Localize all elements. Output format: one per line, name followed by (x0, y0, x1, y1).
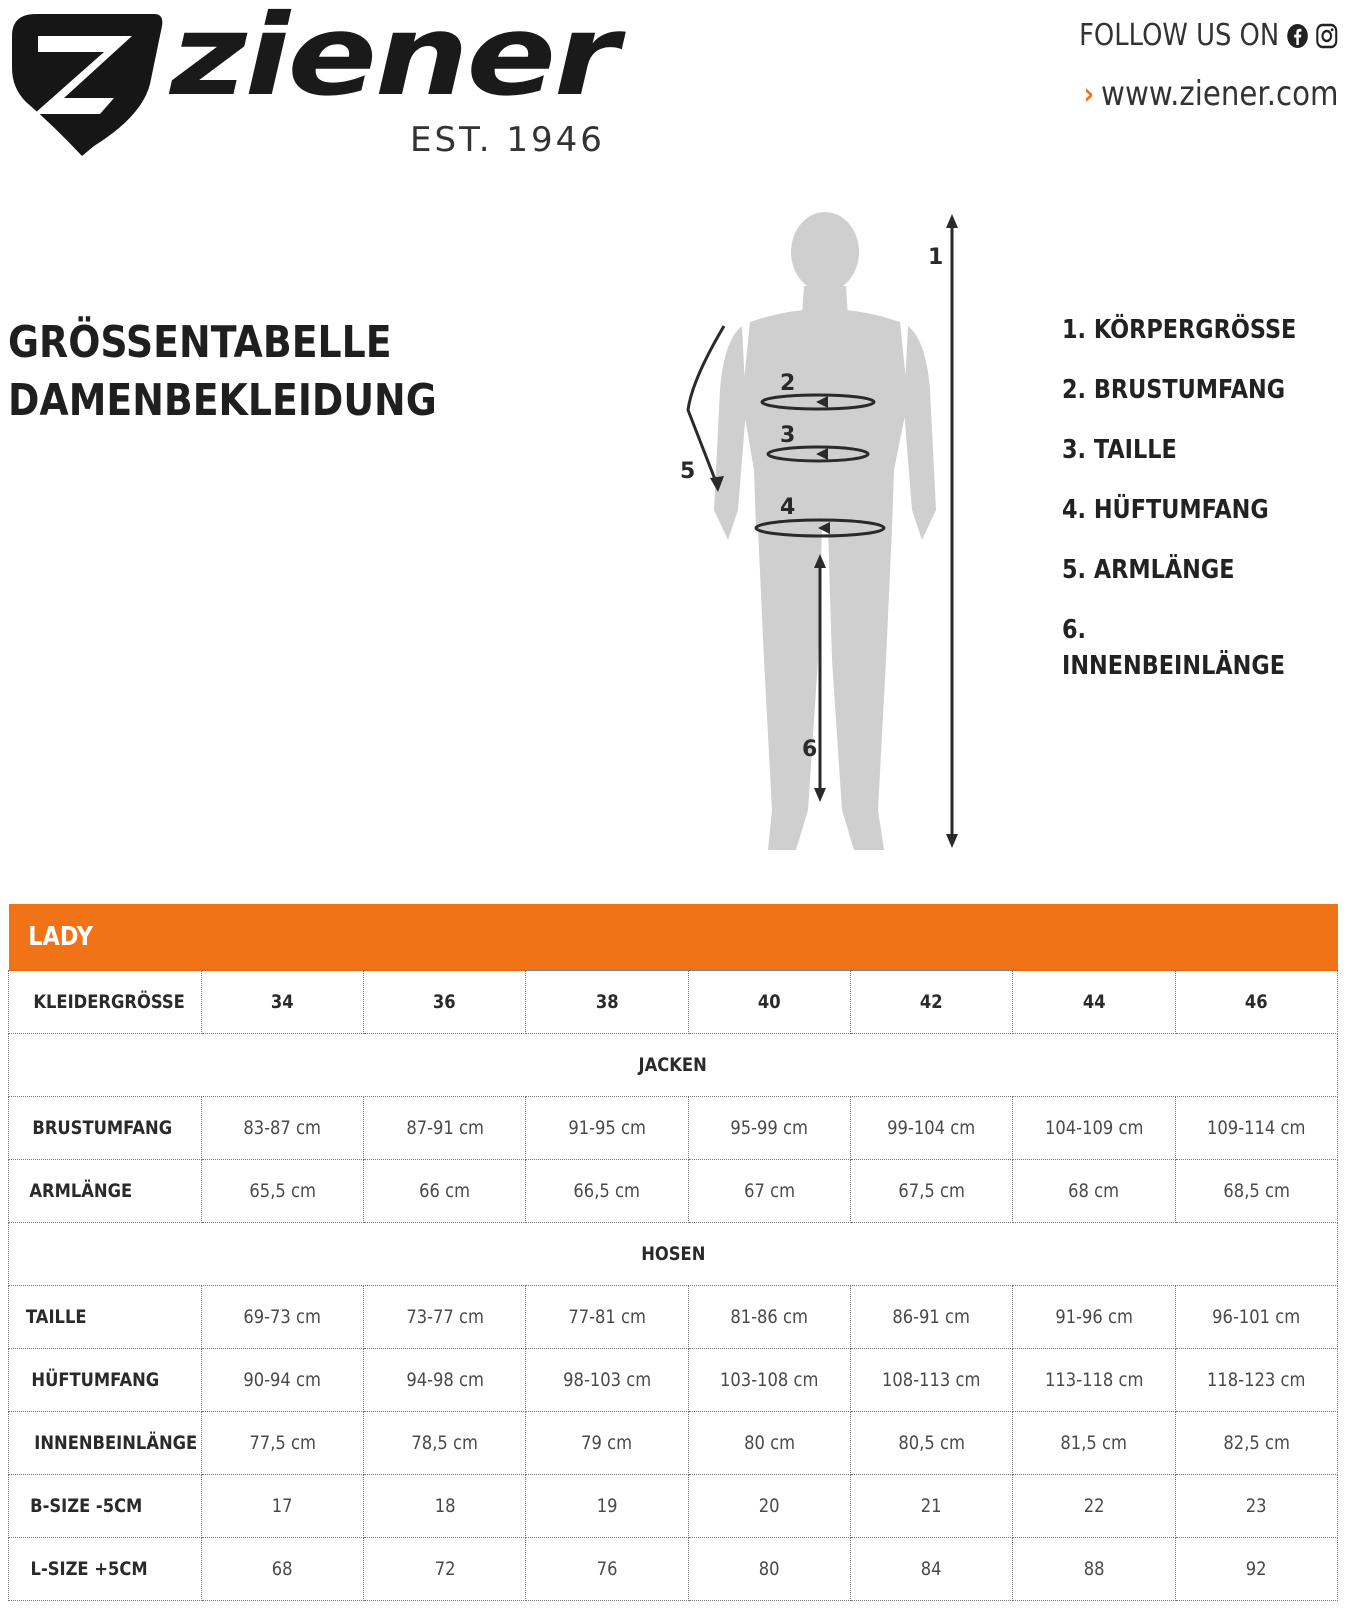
size-cell: 38 (526, 971, 688, 1034)
table-cell: 76 (526, 1538, 688, 1601)
table-cell: 109-114 cm (1175, 1097, 1337, 1160)
row-label: ARMLÄNGE (9, 1160, 202, 1223)
legend-item: 5. ARMLÄNGE (1062, 555, 1235, 585)
page-title (8, 314, 437, 430)
table-cell: 86-91 cm (850, 1286, 1012, 1349)
table-cell: 87-91 cm (364, 1097, 526, 1160)
row-label: L-SIZE +5CM (9, 1538, 202, 1601)
row-label: TAILLE (9, 1286, 202, 1349)
marker-6: 6 (802, 737, 818, 762)
table-cell: 84 (850, 1538, 1012, 1601)
body-measurement-figure (680, 210, 1000, 880)
size-cell: 46 (1175, 971, 1337, 1034)
table-cell: 72 (364, 1538, 526, 1601)
website-url: www.ziener.com (1100, 74, 1338, 114)
row-label: HÜFTUMFANG (9, 1349, 202, 1412)
table-cell: 68,5 cm (1175, 1160, 1337, 1223)
table-cell: 98-103 cm (526, 1349, 688, 1412)
marker-5: 5 (680, 459, 696, 484)
section-row (9, 1223, 1338, 1286)
table-cell: 103-108 cm (688, 1349, 850, 1412)
marker-3: 3 (780, 423, 796, 448)
facebook-icon[interactable] (1286, 23, 1308, 49)
legend-item: 1. KÖRPERGRÖSSE (1062, 315, 1297, 345)
marker-4: 4 (780, 495, 796, 520)
legend-item: 4. HÜFTUMFANG (1062, 495, 1269, 525)
size-cell: 44 (1013, 971, 1175, 1034)
table-cell: 77-81 cm (526, 1286, 688, 1349)
table-cell: 69-73 cm (201, 1286, 363, 1349)
table-cell: 68 cm (1013, 1160, 1175, 1223)
ziener-wordmark: ziener (170, 0, 617, 121)
legend-item: 2. BRUSTUMFANG (1062, 375, 1286, 405)
website-link[interactable] (1083, 74, 1338, 114)
table-cell: 91-95 cm (526, 1097, 688, 1160)
section-title: JACKEN (9, 1034, 1338, 1097)
legend-item: 3. TAILLE (1062, 435, 1177, 465)
table-cell: 78,5 cm (364, 1412, 526, 1475)
table-cell: 80 cm (688, 1412, 850, 1475)
table-cell: 91-96 cm (1013, 1286, 1175, 1349)
follow-us (1079, 18, 1338, 53)
table-cell: 66 cm (364, 1160, 526, 1223)
table-cell: 108-113 cm (850, 1349, 1012, 1412)
marker-1: 1 (928, 245, 944, 270)
table-cell: 88 (1013, 1538, 1175, 1601)
instagram-icon[interactable] (1316, 23, 1338, 49)
table-cell: 80 (688, 1538, 850, 1601)
table-cell: 82,5 cm (1175, 1412, 1337, 1475)
measurement-legend (1062, 312, 1306, 681)
title-line-2: DAMENBEKLEIDUNG (8, 375, 437, 426)
row-label: KLEIDERGRÖSSE (9, 971, 202, 1034)
table-cell: 94-98 cm (364, 1349, 526, 1412)
row-label: BRUSTUMFANG (9, 1097, 202, 1160)
table-cell: 22 (1013, 1475, 1175, 1538)
table-cell: 23 (1175, 1475, 1337, 1538)
table-cell: 67,5 cm (850, 1160, 1012, 1223)
legend-item: 6. INNENBEINLÄNGE (1062, 615, 1285, 681)
row-label: B-SIZE -5CM (9, 1475, 202, 1538)
table-cell: 66,5 cm (526, 1160, 688, 1223)
table-row (9, 1160, 1338, 1223)
table-cell: 83-87 cm (201, 1097, 363, 1160)
chevron-right-icon: › (1083, 76, 1094, 112)
section-row (9, 1034, 1338, 1097)
marker-2: 2 (780, 371, 796, 396)
table-cell: 113-118 cm (1013, 1349, 1175, 1412)
table-cell: 118-123 cm (1175, 1349, 1337, 1412)
table-cell: 18 (364, 1475, 526, 1538)
table-header: LADY (9, 904, 1338, 971)
table-row (9, 1286, 1338, 1349)
size-cell: 42 (850, 971, 1012, 1034)
ziener-logo-mark (4, 6, 170, 161)
size-cell: 36 (364, 971, 526, 1034)
table-row (9, 1475, 1338, 1538)
table-cell: 67 cm (688, 1160, 850, 1223)
table-cell: 80,5 cm (850, 1412, 1012, 1475)
table-cell: 65,5 cm (201, 1160, 363, 1223)
row-label: INNENBEINLÄNGE (9, 1412, 202, 1475)
table-cell: 19 (526, 1475, 688, 1538)
table-cell: 21 (850, 1475, 1012, 1538)
table-cell: 92 (1175, 1538, 1337, 1601)
table-cell: 81,5 cm (1013, 1412, 1175, 1475)
table-cell: 20 (688, 1475, 850, 1538)
size-table (8, 904, 1338, 1601)
size-row (9, 971, 1338, 1034)
table-row (9, 1412, 1338, 1475)
table-row (9, 1538, 1338, 1601)
table-cell: 17 (201, 1475, 363, 1538)
size-cell: 34 (201, 971, 363, 1034)
table-cell: 77,5 cm (201, 1412, 363, 1475)
title-line-1: GRÖSSENTABELLE (8, 317, 392, 368)
established-label: EST. 1946 (410, 120, 605, 160)
table-cell: 79 cm (526, 1412, 688, 1475)
follow-label: FOLLOW US ON (1079, 18, 1280, 53)
table-cell: 95-99 cm (688, 1097, 850, 1160)
table-cell: 99-104 cm (850, 1097, 1012, 1160)
table-row (9, 1097, 1338, 1160)
size-cell: 40 (688, 971, 850, 1034)
table-cell: 90-94 cm (201, 1349, 363, 1412)
table-cell: 96-101 cm (1175, 1286, 1337, 1349)
table-cell: 104-109 cm (1013, 1097, 1175, 1160)
table-row (9, 1349, 1338, 1412)
table-cell: 81-86 cm (688, 1286, 850, 1349)
section-title: HOSEN (9, 1223, 1338, 1286)
table-cell: 73-77 cm (364, 1286, 526, 1349)
table-cell: 68 (201, 1538, 363, 1601)
